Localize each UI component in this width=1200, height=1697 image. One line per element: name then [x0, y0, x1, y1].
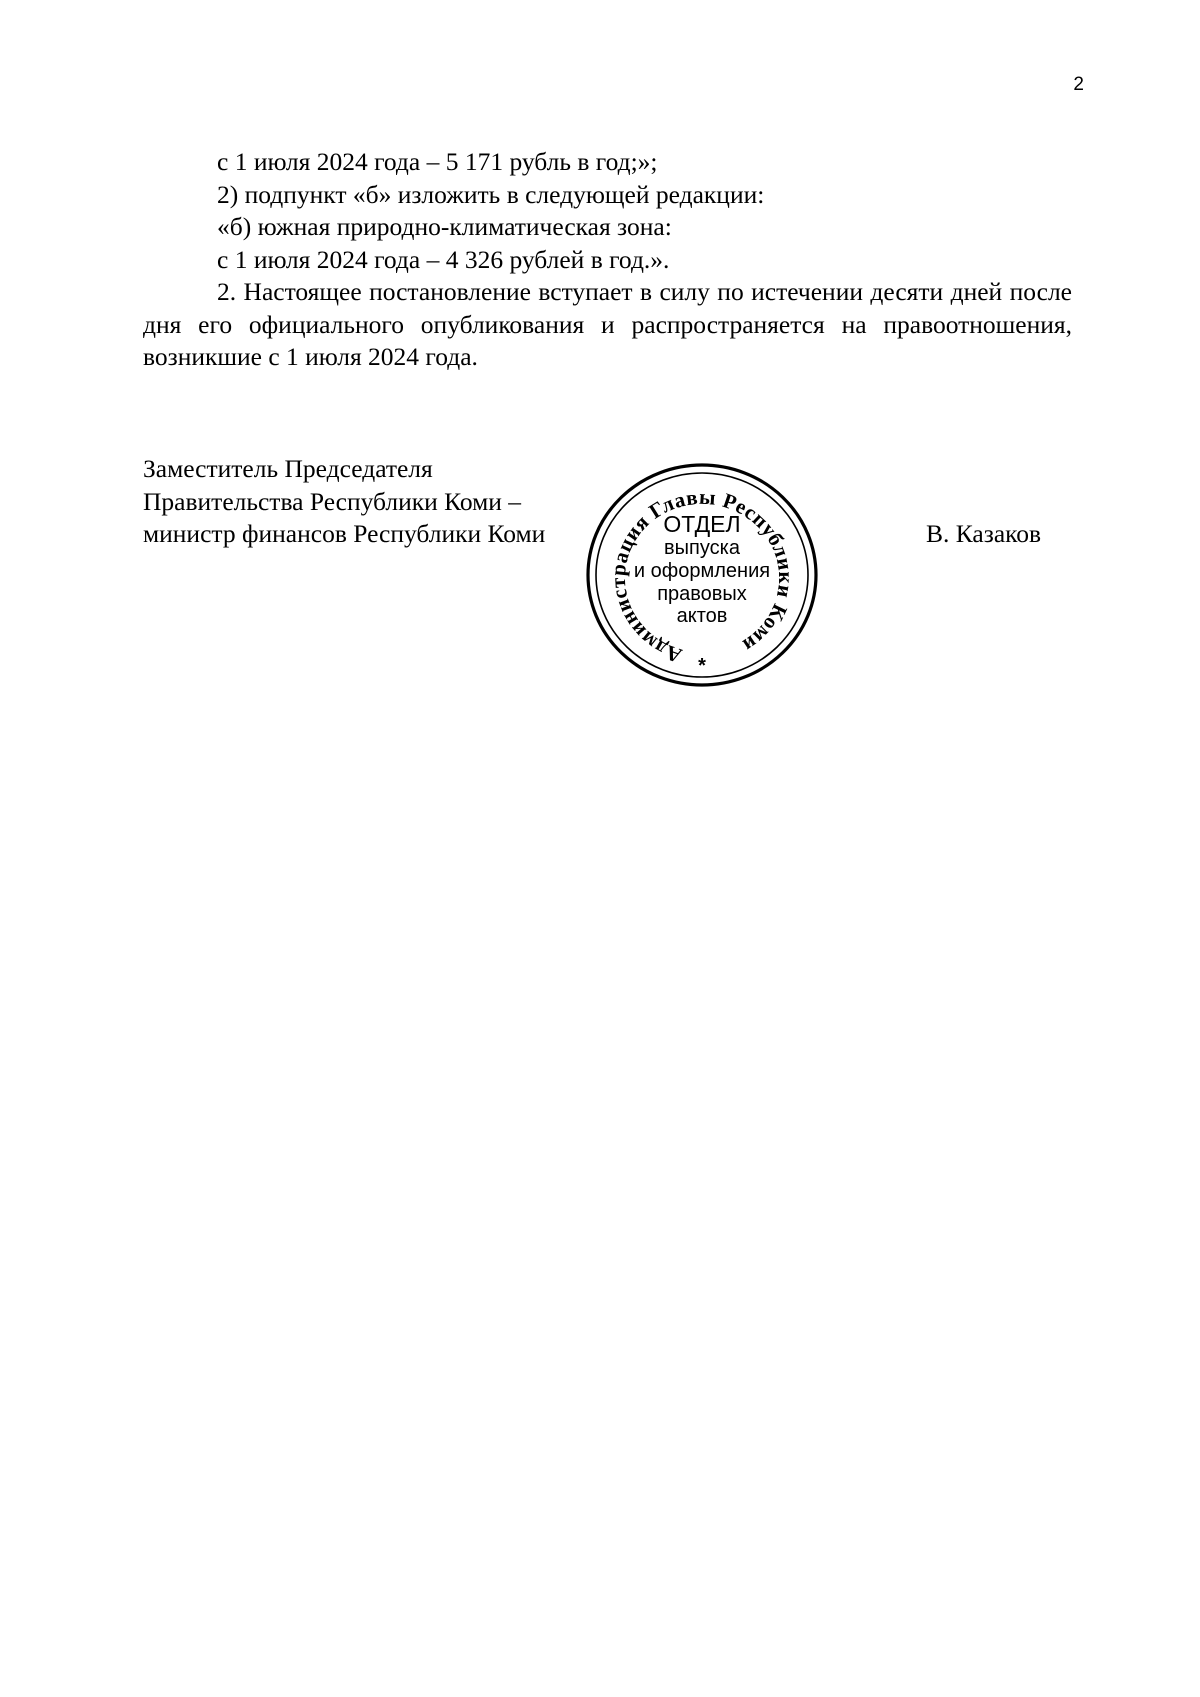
stamp-center-line-2: выпуска	[664, 537, 740, 559]
stamp-ring-text: Администрация Главы Республики Коми	[605, 484, 799, 669]
stamp-center-line-4: правовых	[657, 583, 747, 605]
official-stamp	[585, 462, 819, 688]
signatory-name: В. Казаков	[926, 519, 1042, 548]
stamp-star: *	[698, 655, 706, 677]
paragraph-4: с 1 июля 2024 года – 4 326 рублей в год.».	[217, 244, 670, 274]
position-line-2: Правительства Республики Коми –	[143, 486, 522, 516]
position-line-1: Заместитель Председателя	[143, 454, 433, 483]
paragraph-3: «б) южная природно-климатическая зона:	[217, 212, 672, 241]
stamp-center-line-5: актов	[676, 605, 728, 627]
position-line-3: министр финансов Республики Коми	[143, 519, 546, 548]
paragraph-2: 2) подпункт «б» изложить в следующей редакции:	[217, 179, 765, 209]
paragraph-1: с 1 июля 2024 года – 5 171 рубль в год;»;	[217, 147, 658, 176]
stamp-center-line-1: ОТДЕЛ	[663, 511, 741, 537]
page-number: 2	[1073, 74, 1084, 95]
paragraph-5: 2. Настоящее постановление вступает в силу по истечении десяти дней после дня его официального опубликования и распространяется на правоотношения, возникшие с 1 июля 2024 года.	[143, 277, 1072, 371]
signatory-position	[143, 453, 545, 551]
document-body	[143, 146, 1072, 374]
stamp-center-line-3: и оформления	[633, 560, 771, 582]
